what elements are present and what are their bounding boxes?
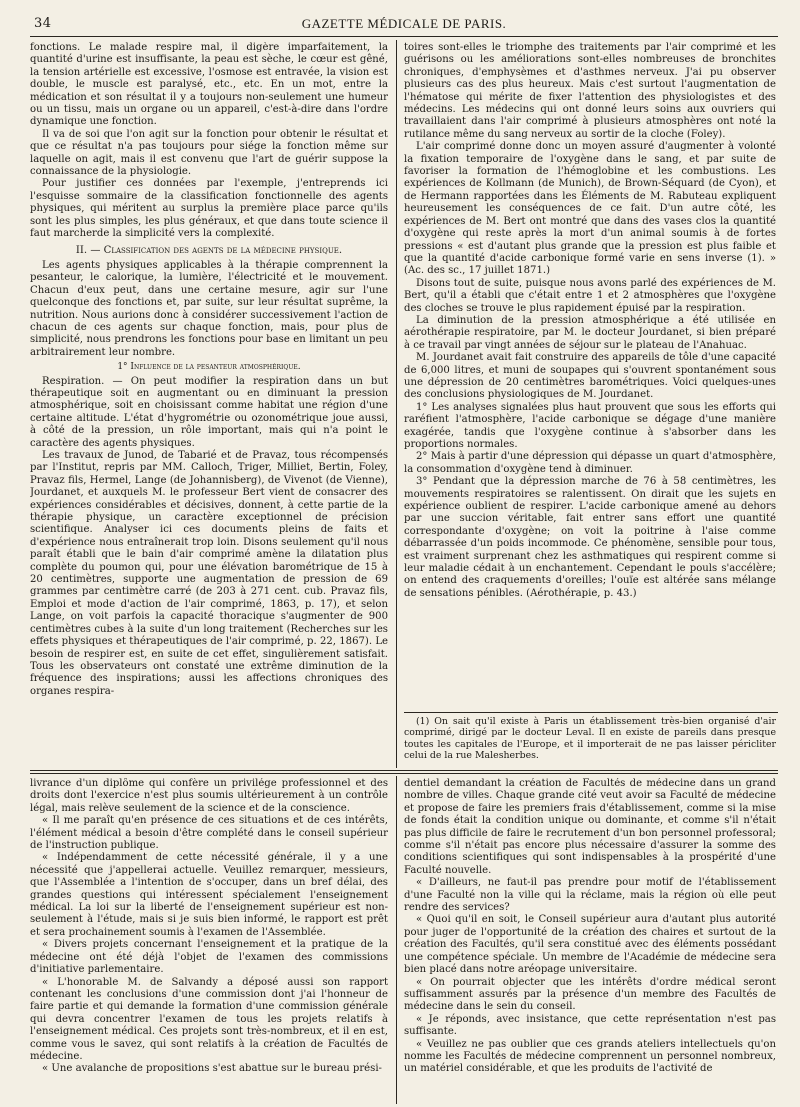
footnote-rule xyxy=(404,712,778,713)
lower-left-column xyxy=(30,778,388,1104)
footnote-text: (1) On sait qu'il existe à Paris un établissement très-bien organisé d'air comprimé, dirigé par le docteur Leval. Il en existe de pareils dans presque toutes les capitales de l'Europe, et il importerait de ne pas laisser péricliter celui de la rue Malesherbes. xyxy=(404,716,776,761)
paragraph: toires sont-elles le triomphe des traitements par l'air comprimé et les guérisons ou les améliorations sont-elles nombreuses de bronchites chroniques, d'emphysèmes et d'asthmes nerveux. J'ai pu observer plusieurs cas des plus heureux. Mais c'est surtout l'augmentation de l'hématose qui mérite de fixer l'attention des physiologistes et des médecins. Les médecins qui ont donné leurs soins aux ouvriers qui travaillaient dans l'air comprimé à plusieurs atmosphères ont noté la rutilance même du sang nerveux au sortir de la cloche (Foley). xyxy=(404,42,776,140)
subsection-title: 1° Influence de la pesanteur atmosphérique. xyxy=(117,362,301,373)
column-divider xyxy=(396,40,397,768)
paragraph: « D'ailleurs, ne faut-il pas prendre pour motif de l'établissement d'une Faculté non la ville qui la réclame, mais la région où elle peut rendre des services? xyxy=(404,877,776,914)
paragraph: « On pourrait objecter que les intérêts d'ordre médical seront suffisamment assurés par la présence d'un membre des Facultés de médecine dans le sein du conseil. xyxy=(404,976,776,1013)
journal-title: GAZETTE MÉDICALE DE PARIS. xyxy=(301,16,507,31)
header-rule xyxy=(30,36,778,37)
paragraph: Il va de soi que l'on agit sur la fonction pour obtenir le résultat et que ce résultat n'a pas toujours pour siége la fonction même sur laquelle on agit, mais il est convenu que l'art de guérir suppose la connaissance de la physiologie. xyxy=(30,128,388,178)
paragraph: Disons tout de suite, puisque nous avons parlé des expériences de M. Bert, qu'il a établi que c'était entre 1 et 2 atmosphères que l'oxygène des cloches se trouve le plus rapidement épuisé par la respiration. xyxy=(404,277,776,314)
upper-right-column xyxy=(404,42,776,710)
paragraph: 2° Mais à partir d'une dépression qui dépasse un quart d'atmosphère, la consommation d'oxygène tend à diminuer. xyxy=(404,451,776,475)
paragraph: « Il me paraît qu'en présence de ces situations et de ces intérêts, l'élément médical a besoin d'être complété dans le conseil supérieur de l'instruction publique. xyxy=(30,815,388,852)
page-header xyxy=(30,14,778,34)
page-number: 34 xyxy=(34,16,52,31)
paragraph: « Divers projets concernant l'enseignement et la pratique de la médecine ont été déjà l'objet de l'examen des commissions d'initiative parlementaire. xyxy=(30,939,388,976)
paragraph: « Veuillez ne pas oublier que ces grands ateliers intellectuels qu'on nomme les Facultés de médecine comprennent un personnel nombreux, un matériel considérable, et que les produits de l'activité de xyxy=(404,1038,776,1075)
footnote xyxy=(404,716,776,766)
paragraph: Pour justifier ces données par l'exemple, j'entreprends ici l'esquisse sommaire de la classification fonctionnelle des agents physiques, qui méritent au surplus la première place parce qu'ils sont les plus simples, les plus généraux, et que dans toute science il faut marcherde la simplicité vers la complexité. xyxy=(30,178,388,240)
paragraph: Les travaux de Junod, de Tabarié et de Pravaz, tous récompensés par l'Institut, repris par MM. Calloch, Triger, Milliet, Bertin, Foley, Pravaz fils, Hermel, Lange (de Johannisberg), de Vivenot (de Vienne), Jourdanet, et auxquels M. le professeur Bert vient de consacrer des expériences considérables et décisives, donnent, à cette partie de la thérapie physique, un caractère exceptionnel de précision scientifique. Analyser ici ces documents pleins de faits et d'expérience nous entraînerait trop loin. Disons seulement qu'il nous paraît établi que le bain d'air comprimé amène la dilatation plus complète du poumon qui, pour une élévation barométrique de 15 à 20 centimètres, supporte une augmentation de pression de 69 grammes par centimètre carré (de 203 à 271 cent. cub. Pravaz fils, Emploi et mode d'action de l'air comprimé, 1863, p. 17), et selon Lange, on voit parfois la capacité thoracique s'augmenter de 900 centimètres cubes à la suite d'un long traitement (Recherches sur les effets physiques et thérapeutiques de l'air comprimé, p. 22, 1867). Le besoin de respirer est, en suite de cet effet, singulièrement satisfait. Tous les observateurs ont constaté une extrême diminution de la fréquence des inspirations; aussi les affections chroniques des organes respira- xyxy=(30,450,388,697)
upper-left-column xyxy=(30,42,388,764)
paragraph: 3° Pendant que la dépression marche de 76 à 58 centimètres, les mouvements respiratoires se ralentissent. On dirait que les sujets en expérience oublient de respirer. L'acide carbonique amené au dehors par une succion véritable, fait entrer sans effort une quantité correspondante d'oxygène; on voit la poitrine à l'aise comme débarrassée d'un poids incommode. Ce phénomène, sensible pour tous, est vraiment surprenant chez les asthmatiques qui respirent comme si leur maladie cédait à un enchantement. Cependant le pouls s'accélère; on entend des craquements d'oreilles; l'ouïe est altérée sans mélange de sensations pénibles. (Aérothérapie, p. 43.) xyxy=(404,476,776,599)
article-separator-double xyxy=(30,773,778,774)
paragraph: livrance d'un diplôme qui confère un privilége professionnel et des droits dont l'exercice n'est plus soumis ultérieurement à un contrôle légal, mais relève seulement de la science et de la conscience. xyxy=(30,778,388,814)
paragraph: 1° Les analyses signalées plus haut prouvent que sous les efforts qui raréfient l'atmosphère, l'acide carbonique se dégage d'une manière exagérée, tandis que l'oxygène continue à s'absorber dans les proportions normales. xyxy=(404,401,776,450)
lower-right-column xyxy=(404,778,776,1104)
article-separator xyxy=(30,770,778,771)
paragraph: « Je réponds, avec insistance, que cette représentation n'est pas suffisante. xyxy=(404,1013,776,1038)
paragraph: M. Jourdanet avait fait construire des appareils de tôle d'une capacité de 6,000 litres, et muni de soupapes qui s'ouvrent spontanément sous une dépression de 20 centimètres barométriques. Voici quelques-unes des conclusions physiologiques de M. Jourdanet. xyxy=(404,352,776,401)
paragraph: « Quoi qu'il en soit, le Conseil supérieur aura d'autant plus autorité pour juger de l'opportunité de la création des chaires et surtout de la création des Facultés, qu'il sera constitué avec des éléments possédant une compétence spéciale. Un membre de l'Académie de médecine sera bien placé dans notre aréopage universitaire. xyxy=(404,914,776,976)
paragraph: L'air comprimé donne donc un moyen assuré d'augmenter à volonté la fixation temporaire de l'oxygène dans le sang, et par suite de favoriser la formation de l'hémoglobine et les combustions. Les expériences de Kollmann (de Munich), de Brown-Séquard (de Cyon), et de Hermann rapportées dans les Éléments de M. Rabuteau expliquent heureusement les conséquences de ce fait. D'un autre côté, les expériences de M. Bert ont montré que dans des vases clos la quantité d'oxygène qui reste après la mort d'un animal soumis à de fortes pressions « est d'autant plus grande que la pression est plus faible et que la quantité d'acide carbonique formé varie en sens inverse (1). » (Ac. des sc., 17 juillet 1871.) xyxy=(404,141,776,277)
paragraph: Les agents physiques applicables à la thérapie comprennent la pesanteur, le calorique, la lumière, l'électricité et le mouvement. Chacun d'eux peut, dans une certaine mesure, agir sur l'une quelconque des fonctions et, par suite, sur leur résultat suprême, la nutrition. Nous aurions donc à considérer successivement l'action de chacun de ces agents sur chaque fonction, mais, pour plus de simplicité, nous prendrons les fonctions pour base en limitant un peu arbitrairement leur nombre. xyxy=(30,259,388,358)
paragraph: « L'honorable M. de Salvandy a déposé aussi son rapport contenant les conclusions d'une commission dont j'ai l'honneur de faire partie et qui demande la formation d'une commission générale qui devra concentrer l'examen de tous les projets relatifs à l'enseignement médical. Ces projets sont très-nombreux, et il en est, comme vous le savez, qui sont relatifs à la création de Facultés de médecine. xyxy=(30,976,388,1062)
column-divider-lower xyxy=(396,776,397,1104)
section-title: II. — Classification des agents de la médecine physique. xyxy=(75,244,343,256)
paragraph: dentiel demandant la création de Facultés de médecine dans un grand nombre de villes. Chaque grande cité veut avoir sa Faculté de médecine et propose de faire les premiers frais d'établissement, comme si la mise de fonds était la condition unique ou dominante, et comme s'il n'était pas plus difficile de faire le recrutement d'un bon personnel professoral; comme s'il n'était pas encore plus nécessaire d'assurer la somme des conditions scientifiques qui sont indispensables à la prospérité d'une Faculté nouvelle. xyxy=(404,778,776,876)
paragraph: La diminution de la pression atmosphérique a été utilisée en aérothérapie respiratoire, par M. le docteur Jourdanet, si bien préparé à ce travail par vingt années de séjour sur le plateau de l'Anahuac. xyxy=(404,314,776,351)
paragraph: « Indépendamment de cette nécessité générale, il y a une nécessité que j'appellerai actuelle. Veuillez remarquer, messieurs, que l'Assemblée a l'intention de s'occuper, dans un bref délai, des grandes questions qui intéressent spécialement l'enseignement médical. La loi sur la liberté de l'enseignement supérieur est non-seulement à l'étude, mais si je suis bien informé, le rapport est prêt et sera prochainement soumis à l'examen de l'Assemblée. xyxy=(30,852,388,938)
paragraph: fonctions. Le malade respire mal, il digère imparfaitement, la quantité d'urine est insuffisante, la peau est sèche, le cœur est gêné, la tension artérielle est excessive, l'osmose est entravée, la vision est double, le muscle est paralysé, etc., etc. En un mot, entre la médication et son résultat il y a toujours non-seulement une humeur ou un tissu, mais un organe ou un appareil, c'est-à-dire dans l'ordre dynamique une fonction. xyxy=(30,42,388,128)
paragraph: Respiration. — On peut modifier la respiration dans un but thérapeutique soit en augmentant ou en diminuant la pression atmosphérique, soit en choisissant comme habitat une région d'une certaine altitude. L'état d'hygrométrie ou ozonométrique joue aussi, à côté de la pression, un rôle important, mais qui n'a point le caractère des agents physiques. xyxy=(30,375,388,449)
paragraph: « Une avalanche de propositions s'est abattue sur le bureau prési- xyxy=(42,1063,382,1075)
